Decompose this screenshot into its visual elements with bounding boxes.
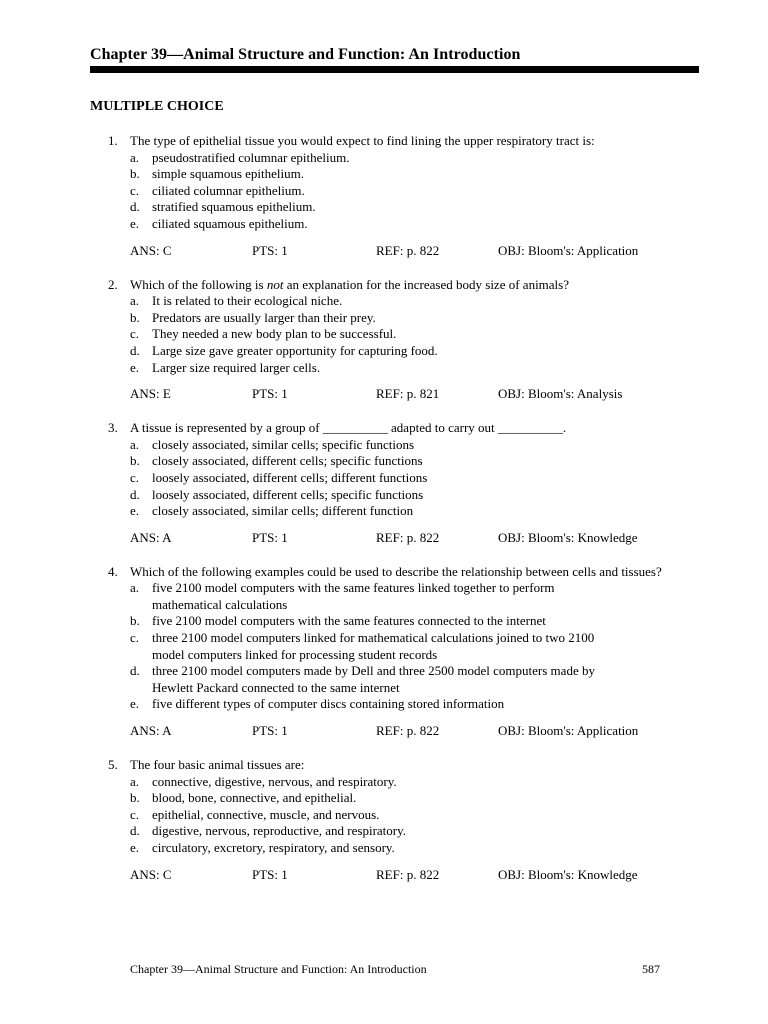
question-stem: Which of the following is not an explanation for the increased body size of animals?	[130, 276, 569, 292]
question-5	[90, 757, 710, 884]
option-e: e. Larger size required larger cells.	[130, 359, 321, 375]
objective: OBJ: Bloom's: Knowledge	[498, 529, 638, 545]
reference: REF: p. 822	[376, 723, 440, 739]
objective: OBJ: Bloom's: Analysis	[498, 386, 623, 402]
points: PTS: 1	[252, 386, 288, 402]
reference: REF: p. 821	[376, 386, 440, 402]
option-b: b. simple squamous epithelium.	[130, 166, 305, 182]
header-rule	[90, 66, 699, 73]
objective: OBJ: Bloom's: Knowledge	[498, 866, 638, 882]
question-number: 5.	[108, 757, 118, 773]
answer: ANS: E	[130, 386, 171, 402]
option-list	[90, 437, 710, 520]
question-3	[90, 420, 710, 547]
question-1	[90, 133, 710, 260]
option-a: a. It is related to their ecological niche.	[130, 293, 343, 309]
option-list	[90, 580, 710, 713]
question-list	[90, 133, 710, 884]
question-4	[90, 564, 710, 740]
option-d: d. stratified squamous epithelium.	[130, 199, 316, 215]
question-number: 1.	[108, 133, 118, 148]
footer-chapter-title: Chapter 39—Animal Structure and Function: An Introduction	[130, 962, 427, 976]
question-stem: Which of the following examples could be used to describe the relationship between cells and tissues?	[130, 563, 662, 579]
answer-row	[90, 723, 710, 740]
option-list	[90, 774, 710, 857]
points: PTS: 1	[252, 242, 288, 258]
answer-row	[90, 386, 710, 403]
option-list	[90, 150, 710, 233]
option-b: b. five 2100 model computers with the same features connected to the internet	[130, 613, 546, 629]
objective: OBJ: Bloom's: Application	[498, 242, 639, 258]
answer: ANS: A	[130, 529, 172, 545]
option-e: e. circulatory, excretory, respiratory, and sensory.	[130, 840, 395, 855]
option-c: c. three 2100 model computers linked for mathematical calculations joined to two 2100 model computers linked for processing student records	[130, 630, 595, 662]
option-d: d. Large size gave greater opportunity for capturing food.	[130, 342, 438, 358]
points: PTS: 1	[252, 866, 288, 882]
option-e: e. closely associated, similar cells; different function	[130, 503, 414, 519]
answer-row	[90, 530, 710, 547]
question-2	[90, 277, 710, 404]
objective: OBJ: Bloom's: Application	[498, 723, 639, 739]
question-stem: A tissue is represented by a group of __________ adapted to carry out __________.	[130, 420, 567, 436]
option-a: a. connective, digestive, nervous, and respiratory.	[130, 773, 397, 789]
option-c: c. They needed a new body plan to be successful.	[130, 326, 397, 342]
option-c: c. epithelial, connective, muscle, and nervous.	[130, 806, 380, 822]
question-stem: The type of epithelial tissue you would expect to find lining the upper respiratory tract is:	[130, 133, 595, 148]
answer: ANS: C	[130, 866, 172, 882]
points: PTS: 1	[252, 529, 288, 545]
option-d: d. digestive, nervous, reproductive, and respiratory.	[130, 823, 407, 839]
reference: REF: p. 822	[376, 866, 440, 882]
option-b: b. closely associated, different cells; specific functions	[130, 453, 423, 469]
chapter-title: Chapter 39—Animal Structure and Function: An Introduction	[90, 46, 521, 63]
option-b: b. blood, bone, connective, and epithelial.	[130, 790, 357, 806]
answer-row	[90, 867, 710, 884]
option-c: c. ciliated columnar epithelium.	[130, 182, 305, 198]
answer-row	[90, 243, 710, 260]
question-number: 4.	[108, 563, 118, 579]
question-stem: The four basic animal tissues are:	[130, 757, 305, 773]
option-d: d. three 2100 model computers made by Dell and three 2500 model computers made by Hewlett Packard connected to the same internet	[130, 663, 595, 695]
points: PTS: 1	[252, 723, 288, 739]
option-d: d. loosely associated, different cells; specific functions	[130, 486, 424, 502]
option-a: a. five 2100 model computers with the same features linked together to perform mathematical calculations	[130, 580, 555, 612]
option-b: b. Predators are usually larger than their prey.	[130, 309, 376, 325]
option-list	[90, 293, 710, 376]
section-title: MULTIPLE CHOICE	[90, 99, 224, 114]
option-a: a. closely associated, similar cells; specific functions	[130, 436, 415, 452]
option-a: a. pseudostratified columnar epithelium.	[130, 149, 350, 165]
page-number: 587	[642, 962, 660, 976]
option-c: c. loosely associated, different cells; different functions	[130, 469, 428, 485]
reference: REF: p. 822	[376, 242, 440, 258]
answer: ANS: C	[130, 242, 172, 258]
question-number: 3.	[108, 420, 118, 436]
option-e: e. ciliated squamous epithelium.	[130, 215, 308, 231]
question-number: 2.	[108, 276, 118, 292]
answer: ANS: A	[130, 723, 172, 739]
reference: REF: p. 822	[376, 529, 440, 545]
option-e: e. five different types of computer discs containing stored information	[130, 696, 505, 712]
